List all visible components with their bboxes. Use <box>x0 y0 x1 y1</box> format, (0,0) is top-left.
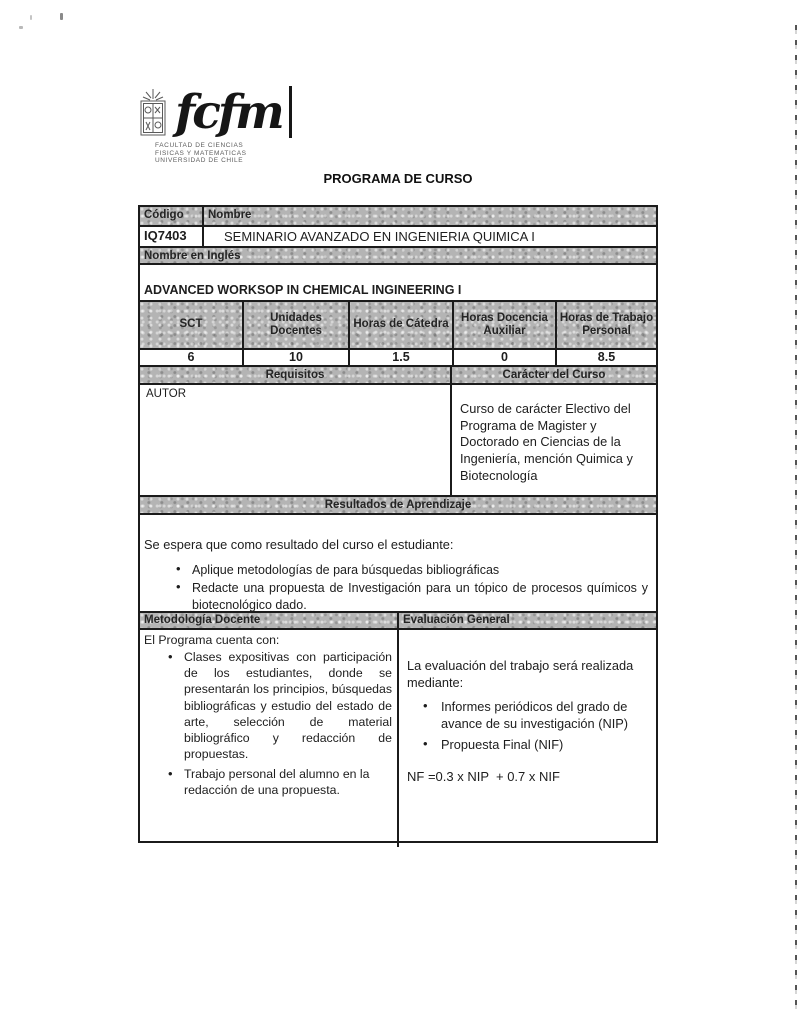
metodologia-intro: El Programa cuenta con: <box>144 633 280 647</box>
requisitos-caracter-header-row <box>140 365 656 383</box>
metodologia-bullet: • Trabajo personal del alumno en la redacción de una propuesta. <box>166 766 392 798</box>
english-name-header: Nombre en Inglés <box>144 250 241 262</box>
credits-header-row <box>140 300 656 348</box>
logo-caption <box>155 142 247 165</box>
requisitos-header: Requisitos <box>265 369 325 381</box>
unidades-docentes-value: 10 <box>242 350 348 365</box>
scan-edge-artifact <box>795 25 797 1010</box>
resultados-header-row <box>140 495 656 513</box>
nombre-header: Nombre <box>202 207 656 225</box>
logo-caption-line: FISICAS Y MATEMATICAS <box>155 149 247 157</box>
requisitos-value: AUTOR <box>146 388 187 400</box>
page-title: PROGRAMA DE CURSO <box>323 171 473 186</box>
evaluacion-intro: La evaluación del trabajo será realizada mediante: <box>407 658 634 690</box>
scan-speck <box>60 13 63 20</box>
codigo-header: Código <box>144 209 184 221</box>
resultados-bullet: • Aplique metodologías de para búsquedas bibliográficas <box>174 562 648 578</box>
requisitos-caracter-row <box>140 383 656 495</box>
english-name-header-row <box>140 246 656 263</box>
evaluacion-bullet-list <box>421 699 648 753</box>
english-name-row <box>140 263 656 300</box>
resultados-row <box>140 513 656 611</box>
evaluacion-content <box>397 630 656 847</box>
horas-catedra-header: Horas de Cátedra <box>348 302 452 348</box>
metodologia-header: Metodología Docente <box>144 614 261 626</box>
sct-header: SCT <box>179 318 203 331</box>
fcfm-logo <box>137 86 292 140</box>
caracter-value: Curso de carácter Electivo del Programa de Magister y Doctorado en Ciencias de la Ingeniería, mención Quimica y Biotecnología <box>450 385 656 495</box>
horas-docencia-auxiliar-value: 0 <box>452 350 555 365</box>
caracter-header: Carácter del Curso <box>450 367 656 383</box>
metodologia-bullet-list <box>166 649 392 798</box>
course-code: IQ7403 <box>144 228 187 243</box>
horas-docencia-auxiliar-header: Horas Docencia Auxiliar <box>452 302 555 348</box>
metodologia-content <box>140 630 397 847</box>
evaluacion-bullet: • Informes periódicos del grado de avance de su investigación (NIP) <box>421 699 648 732</box>
course-name-english: ADVANCED WORKSOP IN CHEMICAL INGINEERING I <box>144 283 462 297</box>
course-name: SEMINARIO AVANZADO EN INGENIERIA QUIMICA I <box>202 227 656 246</box>
logo-caption-line: UNIVERSIDAD DE CHILE <box>155 157 244 164</box>
code-name-header-row <box>140 207 656 225</box>
sct-value: 6 <box>187 350 195 365</box>
scan-speck <box>30 15 32 20</box>
resultados-header: Resultados de Aprendizaje <box>324 499 472 511</box>
credits-values-row <box>140 348 656 365</box>
resultados-intro: Se espera que como resultado del curso el estudiante: <box>144 537 454 552</box>
university-seal-icon <box>137 88 169 140</box>
logo-caption-line: FACULTAD DE CIENCIAS <box>155 142 244 149</box>
resultados-bullet-list <box>174 562 648 613</box>
evaluacion-header: Evaluación General <box>397 613 656 628</box>
fcfm-logotype: fcfm <box>175 86 292 138</box>
metodologia-evaluacion-header-row <box>140 611 656 628</box>
evaluacion-formula: NF =0.3 x NIP + 0.7 x NIF <box>407 769 560 785</box>
course-program-table <box>138 205 658 843</box>
horas-trabajo-personal-header: Horas de Trabajo Personal <box>555 302 656 348</box>
scan-speck <box>19 26 23 29</box>
horas-catedra-value: 1.5 <box>348 350 452 365</box>
unidades-docentes-header: Unidades Docentes <box>242 302 348 348</box>
resultados-bullet: • Redacte una propuesta de Investigación para un tópico de procesos químicos y biotecnológico dado. <box>174 580 648 613</box>
metodologia-evaluacion-row <box>140 628 656 847</box>
code-name-row <box>140 225 656 246</box>
metodologia-bullet: • Clases expositivas con participación de los estudiantes, donde se presentarán los principios, búsquedas bibliográficas y estudio del estado de arte, selección de material bibliográfico y redacción de propuestas. <box>166 649 392 763</box>
resultados-content <box>140 515 656 611</box>
evaluacion-bullet: • Propuesta Final (NIF) <box>421 737 648 754</box>
horas-trabajo-personal-value: 8.5 <box>555 350 656 365</box>
